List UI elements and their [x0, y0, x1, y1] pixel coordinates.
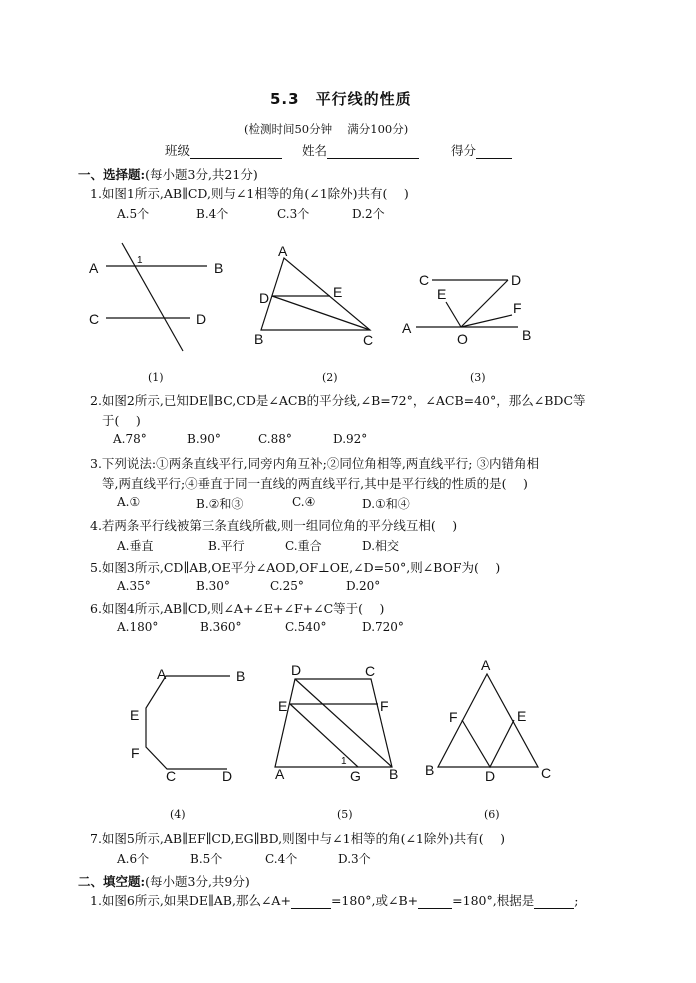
- fig1-label-d: D: [196, 311, 207, 327]
- fig1-label-b: B: [214, 260, 224, 276]
- q3-option-b[interactable]: B.②和③: [196, 497, 244, 511]
- figure-2-caption: (2): [322, 371, 338, 384]
- question-6: 6.如图4所示,AB∥CD,则∠A+∠E+∠F+∠C等于( ): [90, 601, 385, 616]
- q3-option-a[interactable]: A.①: [117, 495, 141, 509]
- class-label: 班级: [165, 143, 191, 158]
- question-4: 4.若两条平行线被第三条直线所截,则一组同位角的平分线互相( ): [90, 518, 458, 533]
- fig4-label-f: F: [131, 745, 140, 761]
- fill-blank-3[interactable]: [534, 895, 574, 909]
- fig2-label-e: E: [333, 284, 343, 300]
- question-1: 1.如图1所示,AB∥CD,则与∠1相等的角(∠1除外)共有( ): [90, 186, 409, 201]
- fig6-inner-lines: [462, 720, 514, 767]
- fig4-label-a: A: [157, 666, 167, 682]
- question-3: 3.下列说法:①两条直线平行,同旁内角互补;②同位角相等,两直线平行; ③内错角相: [90, 456, 539, 471]
- fill-question-1: 1.如图6所示,如果DE∥AB,那么∠A+ =180°,或∠B+ =180°,根据是 ;: [90, 893, 579, 908]
- fig6-label-b: B: [425, 762, 435, 778]
- fig1-label-a: A: [89, 260, 99, 276]
- fig2-label-a: A: [278, 243, 288, 259]
- question-3-cont: 等,两直线平行;④垂直于同一直线的两直线平行,其中是平行线的性质的是( ): [102, 476, 528, 491]
- q3-option-d[interactable]: D.①和④: [362, 497, 410, 511]
- q7-option-c[interactable]: C.4个: [265, 852, 298, 866]
- q2-option-c[interactable]: C.88°: [258, 432, 292, 446]
- fig1-label-c: C: [89, 311, 100, 327]
- q3-option-c[interactable]: C.④: [292, 495, 316, 509]
- fill-blank-1[interactable]: [291, 895, 331, 909]
- fig6-label-d: D: [485, 768, 496, 784]
- fig3-label-b: B: [522, 327, 532, 343]
- fig3-label-a: A: [402, 320, 412, 336]
- fig3-label-o: O: [457, 331, 468, 347]
- section-choice-heading: 一、选择题:(每小题3分,共21分): [78, 167, 258, 182]
- fig6-label-a: A: [481, 657, 491, 673]
- fig5-label-d: D: [291, 662, 302, 678]
- fig4-label-b: B: [236, 668, 246, 684]
- q2-option-a[interactable]: A.78°: [113, 432, 147, 446]
- question-2-cont: 于( ): [102, 413, 141, 428]
- fill-blank-2[interactable]: [418, 895, 452, 909]
- figure-4-caption: (4): [170, 808, 186, 821]
- fig2-label-c: C: [363, 332, 374, 348]
- q4-option-a[interactable]: A.垂直: [117, 539, 154, 553]
- q6-option-b[interactable]: B.360°: [200, 620, 242, 634]
- q5-option-d[interactable]: D.20°: [346, 579, 381, 593]
- q1-option-d[interactable]: D.2个: [352, 207, 385, 221]
- fig6-label-c: C: [541, 765, 552, 781]
- fig5-label-e: E: [278, 698, 288, 714]
- fig4-label-e: E: [130, 707, 140, 723]
- test-meta: (检测时间50分钟 满分100分): [244, 122, 409, 136]
- question-2: 2.如图2所示,已知DE∥BC,CD是∠ACB的平分线,∠B=72°，∠ACB=40°，那么∠BDC等: [90, 393, 586, 408]
- q1-option-b[interactable]: B.4个: [196, 207, 229, 221]
- q5-option-c[interactable]: C.25°: [270, 579, 304, 593]
- q6-option-c[interactable]: C.540°: [285, 620, 327, 634]
- fig3-label-c: C: [419, 272, 430, 288]
- fig5-label-c: C: [365, 663, 376, 679]
- fig6-label-f: F: [449, 709, 458, 725]
- figure-6-caption: (6): [484, 808, 500, 821]
- q1-option-a[interactable]: A.5个: [117, 207, 150, 221]
- fig5-label-angle1: 1: [341, 756, 347, 767]
- score-label: 得分: [450, 143, 476, 158]
- q4-option-c[interactable]: C.重合: [285, 539, 322, 553]
- q2-option-b[interactable]: B.90°: [187, 432, 221, 446]
- fig3-label-d: D: [511, 272, 522, 288]
- fig5-label-f: F: [380, 698, 389, 714]
- fig5-label-g: G: [350, 768, 361, 784]
- fig5-label-a: A: [275, 766, 285, 782]
- figure-3-caption: (3): [470, 371, 486, 384]
- q4-option-d[interactable]: D.相交: [362, 539, 400, 553]
- q7-option-d[interactable]: D.3个: [338, 852, 371, 866]
- q6-option-d[interactable]: D.720°: [362, 620, 404, 634]
- q1-option-c[interactable]: C.3个: [277, 207, 310, 221]
- q4-option-b[interactable]: B.平行: [208, 539, 245, 553]
- fig4-label-d: D: [222, 768, 233, 784]
- fig3-label-f: F: [513, 300, 522, 316]
- fig3-label-e: E: [437, 286, 447, 302]
- fig5-label-b: B: [389, 766, 399, 782]
- q5-option-a[interactable]: A.35°: [117, 579, 151, 593]
- q6-option-a[interactable]: A.180°: [117, 620, 159, 634]
- q5-option-b[interactable]: B.30°: [196, 579, 230, 593]
- fig6-label-e: E: [517, 708, 527, 724]
- figure-5-caption: (5): [337, 808, 353, 821]
- fig4-label-c: C: [166, 768, 177, 784]
- section-fill-heading: 二、填空题:(每小题3分,共9分): [78, 874, 250, 889]
- fig2-label-b: B: [254, 331, 264, 347]
- fig2-label-d: D: [259, 290, 270, 306]
- q7-option-a[interactable]: A.6个: [117, 852, 150, 866]
- fig1-label-angle1: 1: [137, 255, 143, 266]
- question-7: 7.如图5所示,AB∥EF∥CD,EG∥BD,则图中与∠1相等的角(∠1除外)共有( ): [90, 831, 505, 846]
- question-5: 5.如图3所示,CD∥AB,OE平分∠AOD,OF⊥OE,∠D=50°,则∠BOF为( ): [90, 560, 501, 575]
- figure-1-caption: (1): [148, 371, 164, 384]
- name-label: 姓名: [301, 143, 327, 158]
- q2-option-d[interactable]: D.92°: [333, 432, 368, 446]
- q7-option-b[interactable]: B.5个: [190, 852, 223, 866]
- page-title: 5.3 平行线的性质: [270, 90, 412, 108]
